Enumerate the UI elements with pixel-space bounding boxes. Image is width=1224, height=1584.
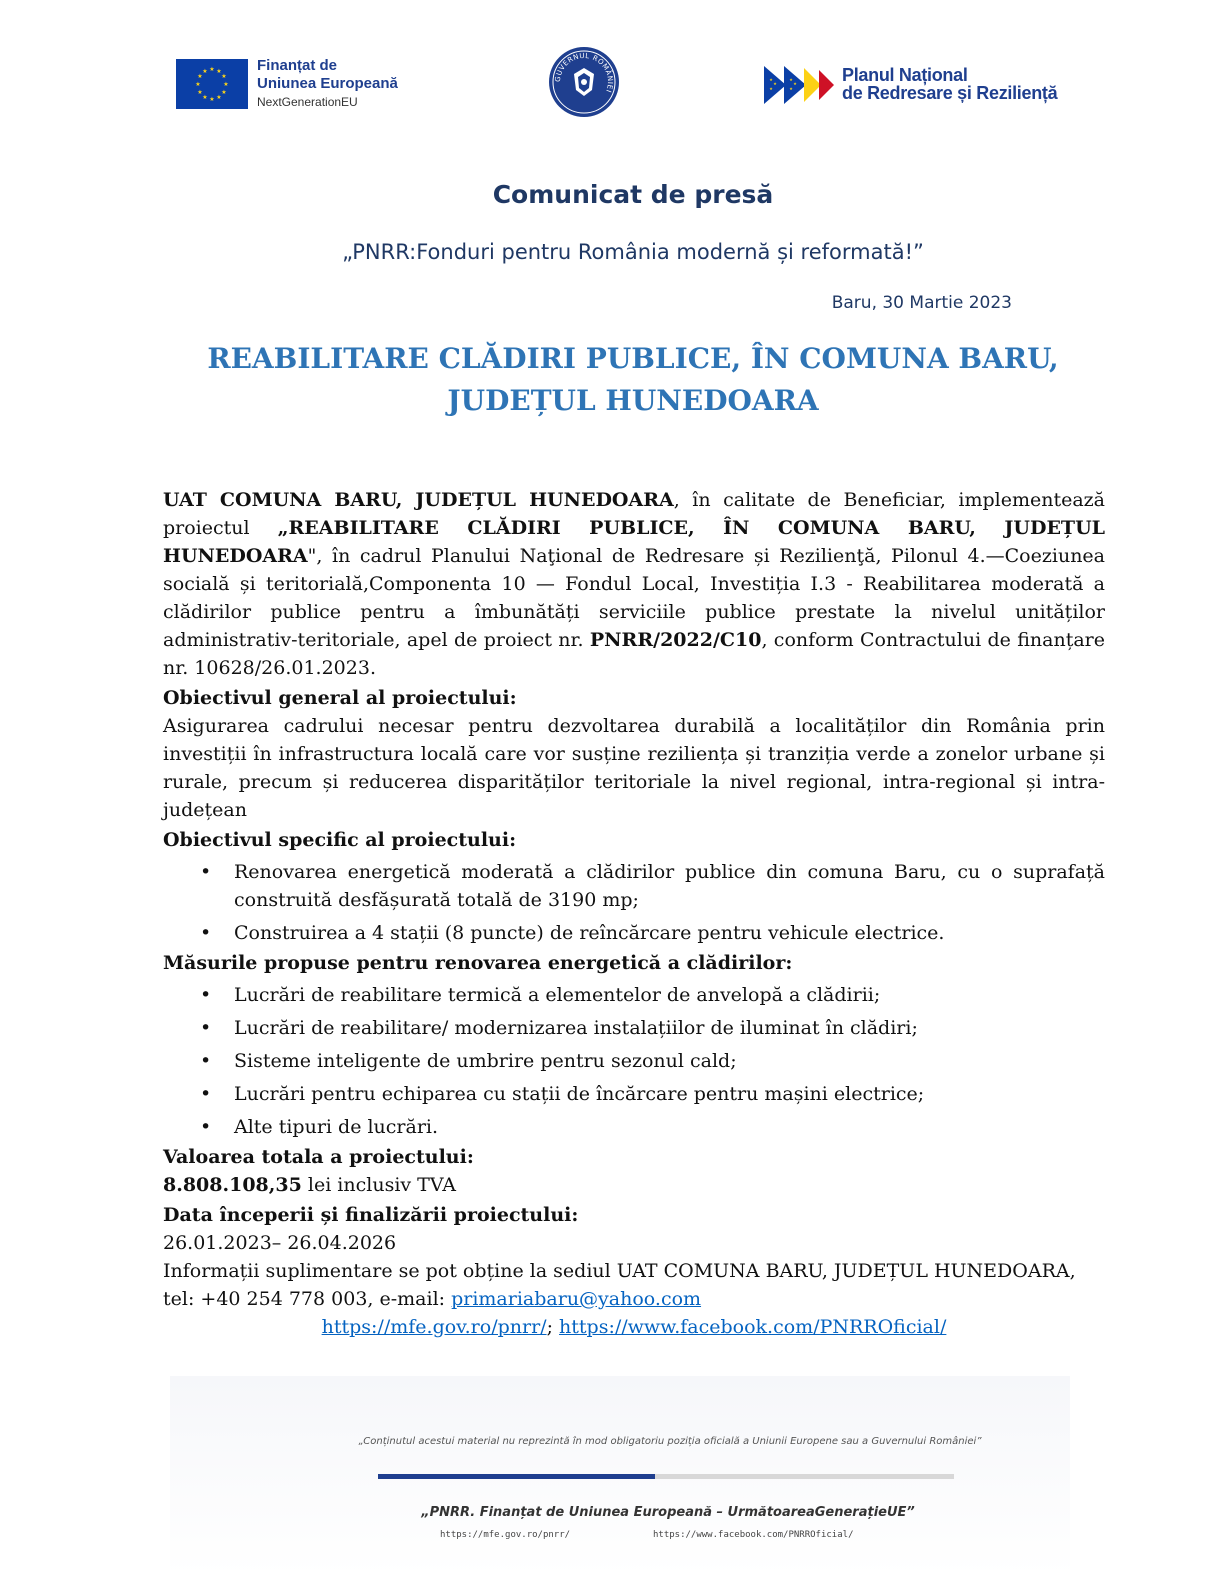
project-dates: 26.01.2023– 26.04.2026 [163,1232,397,1254]
headline-line2: JUDEȚUL HUNEDOARA [447,384,819,417]
intro-text2: ", în cadrul Planului Naţional de Redresare și Rezilienţă, Pilonul 4.—Coeziunea socială și teritorială,Componenta 10 — Fondul Local, Investiția I.3 - Reabilitarea moderată a clădirilor publice pentru a îmbunătăți serviciile publice prestate la nivelul unităților administrativ-teritoriale, apel de proiect nr. [163,545,1105,651]
list-item: • Lucrări de reabilitare/ modernizarea instalațiilor de iluminat în clădiri; [234,1014,1105,1042]
list-item: • Renovarea energetică moderată a clădirilor publice din comuna Baru, cu o suprafață construită desfășurată totală de 3190 mp; [234,858,1105,914]
svg-text:★: ★ [793,81,797,86]
beneficiary-name: UAT COMUNA BARU, JUDEȚUL HUNEDOARA [163,489,674,511]
eu-stars-icon [176,59,248,109]
footer-slogan: „PNRR. Finanțat de Uniunea Europeană – UrmătoareaGenerațieUE” [421,1505,915,1520]
svg-text:★: ★ [197,89,203,96]
measures-list [163,981,1105,1141]
svg-text:★: ★ [773,81,777,86]
intro-text1: , în calitate de Beneficiar, implementează proiectul [163,489,1105,539]
eu-line1: Finanțat de [257,57,338,74]
general-objective-heading: Obiectivul general al proiectului: [163,687,517,709]
list-item: • Construirea a 4 stații (8 puncte) de reîncărcare pentru vehicule electrice. [234,919,1105,947]
romanian-coat-of-arms-icon [548,46,620,118]
info-links [163,1313,1105,1341]
facebook-link[interactable]: https://www.facebook.com/PNRROficial/ [559,1316,947,1338]
svg-text:★: ★ [769,77,773,82]
email-link[interactable]: primariabaru@yahoo.com [451,1288,702,1310]
footer-mfe-link[interactable]: https://mfe.gov.ro/pnrr/ [440,1530,571,1540]
intro-paragraph [163,486,1105,682]
total-value-heading: Valoarea totala a proiectului: [163,1146,474,1168]
svg-text:★: ★ [769,86,773,91]
svg-text:★: ★ [195,81,201,88]
svg-text:★: ★ [223,81,229,88]
phone-text: tel: +40 254 778 003, e-mail: [163,1288,452,1310]
general-objective-text: Asigurarea cadrului necesar pentru dezvoltarea durabilă a localităților din România prin investiții în infrastructura locală care vor susține reziliența și tranziția verde a zonelor urbane și rurale, precum și reducerea disparităților teritoriale la nivel regional, intra-regional și intra-județean [163,715,1105,821]
svg-text:★: ★ [216,68,222,75]
info-contact [163,1285,1105,1313]
svg-text:★: ★ [202,68,208,75]
list-item: • Lucrări de reabilitare termică a elementelor de anvelopă a clădirii; [234,981,1105,1009]
eu-line2: Uniunea Europeană [257,75,398,92]
footer-disclaimer: „Conținutul acestui material nu reprezintă în mod obligatoriu poziția oficială a Uniunii Europene sau a Guvernului României” [358,1436,982,1447]
measures-heading: Măsurile propuse pentru renovarea energetică a clădirilor: [163,952,793,974]
mfe-link[interactable]: https://mfe.gov.ro/pnrr/ [321,1316,547,1338]
eu-line3: NextGenerationEU [257,95,358,109]
press-release-body [163,486,1105,1341]
svg-text:★: ★ [789,77,793,82]
project-name: „REABILITARE CLĂDIRI PUBLICE, ÎN COMUNA BARU, JUDEȚUL HUNEDOARA [163,517,1106,567]
pnrr-logo-text [842,66,1057,102]
total-suffix: lei inclusiv TVA [301,1174,456,1196]
footer-facebook-link[interactable]: https://www.facebook.com/PNRROficial/ [653,1530,854,1540]
list-item: • Sisteme inteligente de umbrire pentru sezonul cald; [234,1047,1105,1075]
footer-divider-bar [378,1474,954,1479]
svg-text:★: ★ [209,66,215,73]
svg-text:★: ★ [789,86,793,91]
pnrr-arrows-icon [764,66,836,104]
pnrr-line1: Planul Național [842,65,968,85]
eu-funding-text [257,57,398,111]
eu-flag-logo [176,59,248,109]
svg-text:★: ★ [221,89,227,96]
slogan: „PNRR:Fonduri pentru România modernă și reformată!” [342,240,924,264]
specific-objective-heading: Obiectivul specific al proiectului: [163,829,517,851]
government-seal-logo [548,46,620,118]
svg-text:★: ★ [221,73,227,80]
pnrr-arrow-logo [764,66,836,104]
total-amount: 8.808.108,35 [163,1174,302,1196]
intro-text3: , conform Contractului de finanțare nr. 10628/26.01.2023. [163,629,1105,679]
list-item: • Alte tipuri de lucrări. [234,1113,1105,1141]
headline [0,338,1224,422]
svg-text:★: ★ [197,73,203,80]
headline-line1: REABILITARE CLĂDIRI PUBLICE, ÎN COMUNA BARU, [207,342,1059,375]
footer-bar-fill [378,1474,655,1479]
pnrr-line2: de Redresare și Reziliență [842,83,1058,103]
list-item: • Lucrări pentru echiparea cu stații de încărcare pentru mașini electrice; [234,1080,1105,1108]
link-separator: ; [546,1316,560,1338]
total-value [163,1171,1105,1199]
specific-objective-list [163,858,1105,947]
page-title: Comunicat de presă [492,180,774,209]
date-location: Baru, 30 Martie 2023 [831,293,1012,313]
svg-text:★: ★ [216,94,222,101]
svg-text:★: ★ [209,96,215,103]
dates-heading: Data începerii și finalizării proiectului: [163,1204,579,1226]
info-line1: Informații suplimentare se pot obține la sediul UAT COMUNA BARU, JUDEȚUL HUNEDOARA, [163,1260,1076,1282]
svg-text:★: ★ [202,94,208,101]
call-code: PNRR/2022/C10 [589,629,762,651]
seal-text: GUVERNUL ROMÂNIEI [553,51,615,94]
